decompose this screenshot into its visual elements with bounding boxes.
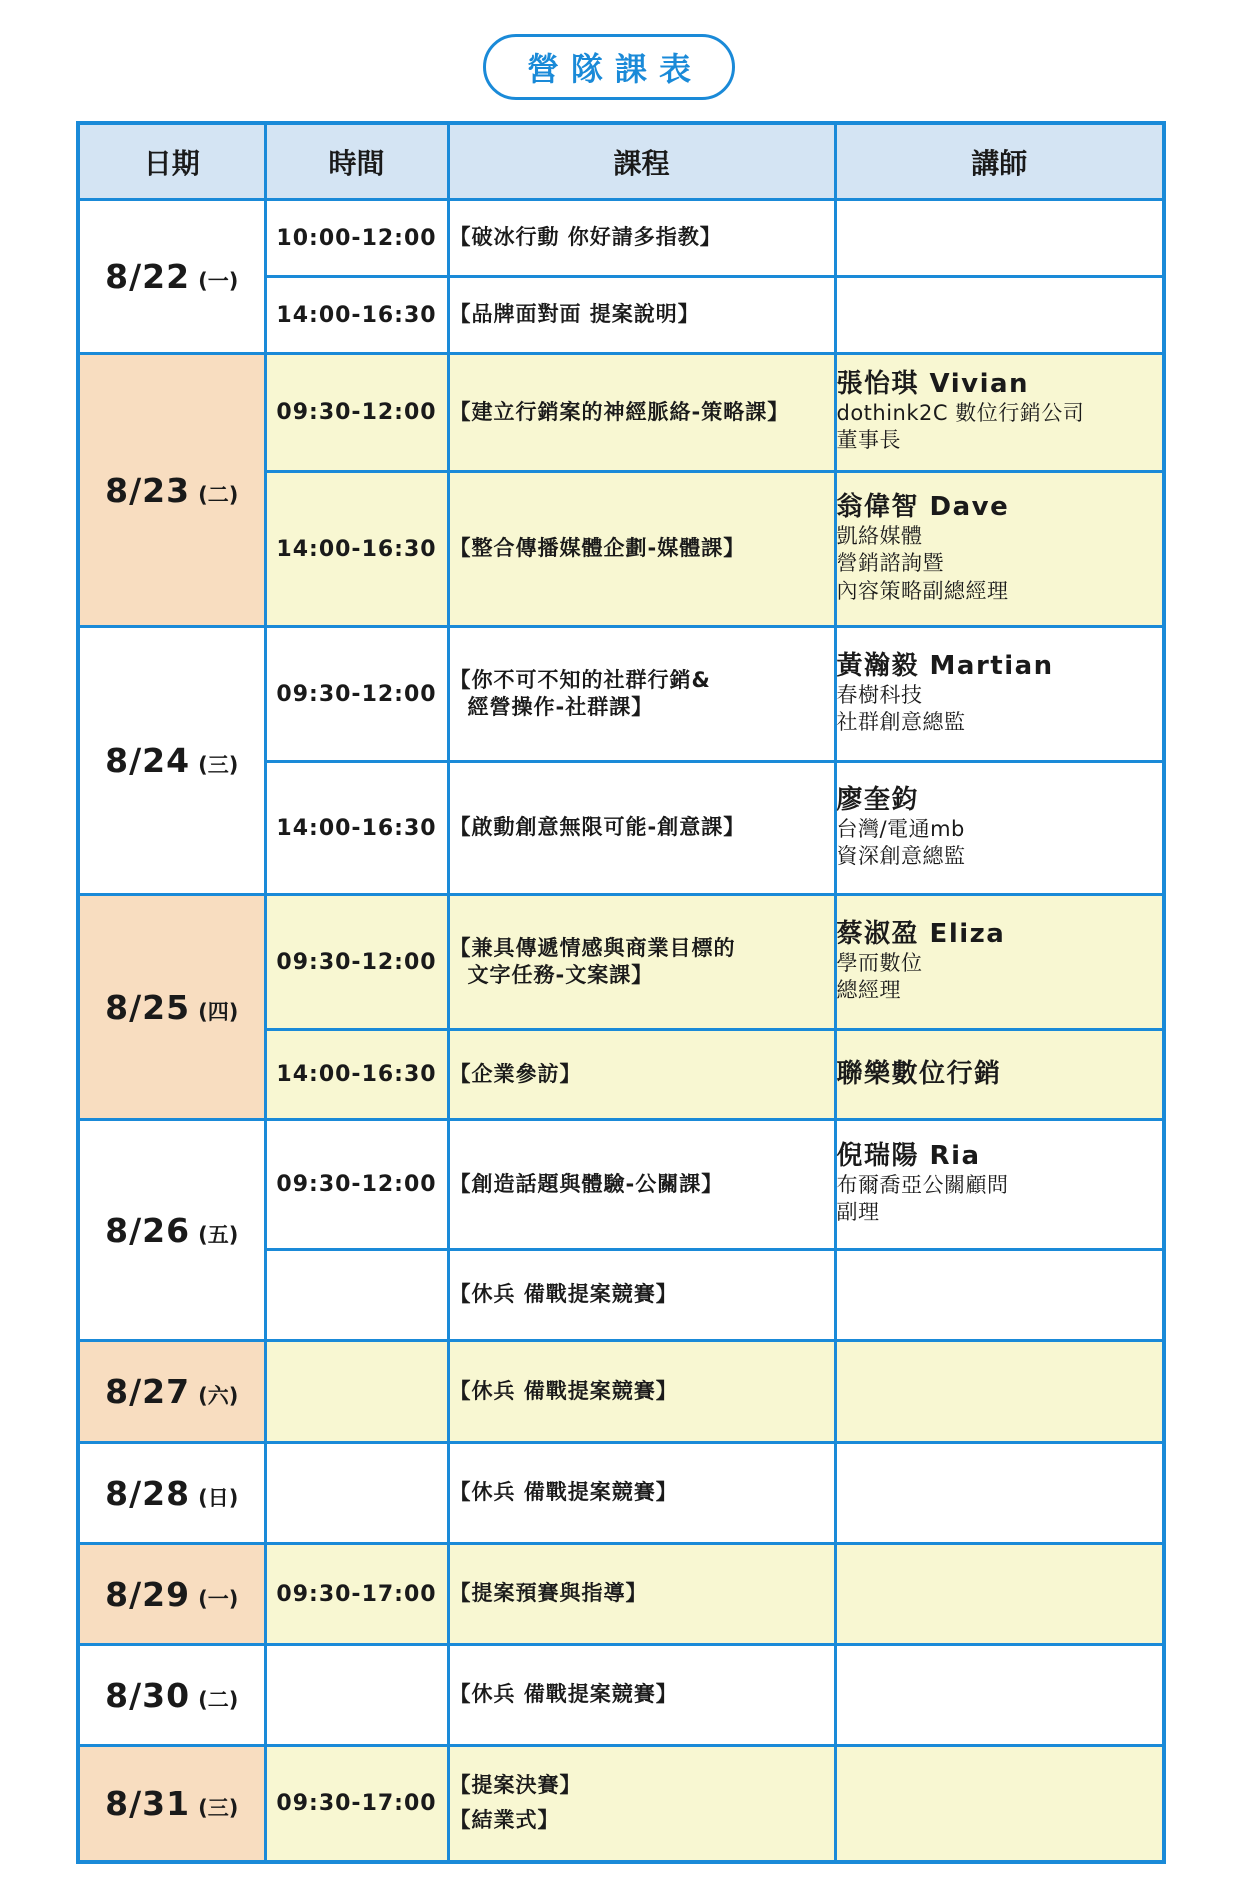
table-row bbox=[78, 627, 1164, 762]
time-cell bbox=[265, 472, 448, 627]
weekday-text: (三) bbox=[198, 1795, 239, 1820]
date-cell bbox=[78, 1120, 265, 1341]
time-text: 09:30-17:00 bbox=[276, 1790, 437, 1816]
weekday-text: (三) bbox=[198, 753, 239, 777]
course-cell bbox=[448, 1746, 835, 1862]
teacher-title-line: dothink2C 數位行銷公司 bbox=[836, 401, 1085, 426]
time-text: 14:00-16:30 bbox=[276, 1062, 437, 1087]
time-cell bbox=[265, 200, 448, 277]
table-row bbox=[78, 1746, 1164, 1862]
course-line: 【提案預賽與指導】 bbox=[449, 1581, 648, 1606]
time-text: 14:00-16:30 bbox=[276, 536, 437, 562]
teacher-title-line: 社群創意總監 bbox=[836, 709, 966, 734]
header-teacher: 講師 bbox=[835, 123, 1164, 200]
course-line: 【創造話題與體驗-公關課】 bbox=[449, 1171, 724, 1196]
course-cell bbox=[448, 1120, 835, 1250]
teacher-cell bbox=[835, 277, 1164, 354]
header-row bbox=[78, 123, 1164, 200]
course-cell bbox=[448, 1443, 835, 1544]
time-cell bbox=[265, 1746, 448, 1862]
date-cell bbox=[78, 627, 265, 895]
weekday-text: (一) bbox=[198, 269, 239, 293]
weekday-text: (一) bbox=[198, 1586, 239, 1611]
teacher-cell bbox=[835, 1030, 1164, 1120]
course-cell bbox=[448, 1645, 835, 1746]
time-text: 09:30-12:00 bbox=[276, 1172, 437, 1197]
date-cell bbox=[78, 354, 265, 627]
date-text: 8/26 bbox=[105, 1210, 191, 1250]
date-text: 8/31 bbox=[105, 1783, 191, 1823]
teacher-cell bbox=[835, 1544, 1164, 1645]
course-cell bbox=[448, 762, 835, 895]
time-text: 14:00-16:30 bbox=[276, 302, 437, 328]
course-line: 【品牌面對面 提案說明】 bbox=[449, 302, 700, 327]
teacher-cell bbox=[835, 200, 1164, 277]
teacher-cell bbox=[835, 762, 1164, 895]
date-text: 8/24 bbox=[105, 741, 191, 780]
course-cell bbox=[448, 895, 835, 1030]
teacher-cell bbox=[835, 354, 1164, 472]
time-cell bbox=[265, 762, 448, 895]
date-text: 8/25 bbox=[105, 987, 191, 1027]
time-cell bbox=[265, 1250, 448, 1341]
time-cell bbox=[265, 627, 448, 762]
table-row bbox=[78, 1544, 1164, 1645]
teacher-title-line: 春樹科技 bbox=[836, 682, 923, 707]
course-line: 【結業式】 bbox=[449, 1808, 560, 1833]
teacher-cell bbox=[835, 1341, 1164, 1443]
teacher-title-line: 學而數位 bbox=[836, 950, 923, 975]
course-cell bbox=[448, 354, 835, 472]
teacher-title-line: 資深創意總監 bbox=[836, 843, 966, 868]
teacher-name: 張怡琪 Vivian bbox=[836, 369, 1030, 400]
course-line: 【休兵 備戰提案競賽】 bbox=[449, 1282, 678, 1307]
course-line: 【破冰行動 你好請多指教】 bbox=[449, 225, 722, 250]
table-row bbox=[78, 1443, 1164, 1544]
weekday-text: (四) bbox=[198, 999, 239, 1024]
teacher-name: 蔡淑盈 Eliza bbox=[836, 918, 1006, 949]
header-date: 日期 bbox=[78, 123, 265, 200]
teacher-name: 黃瀚毅 Martian bbox=[836, 650, 1054, 681]
course-cell bbox=[448, 1544, 835, 1645]
time-text: 10:00-12:00 bbox=[276, 225, 437, 251]
date-cell bbox=[78, 1443, 265, 1544]
time-cell bbox=[265, 1341, 448, 1443]
date-text: 8/28 bbox=[105, 1473, 191, 1513]
time-text: 09:30-12:00 bbox=[276, 400, 437, 425]
date-text: 8/30 bbox=[105, 1675, 191, 1715]
course-cell bbox=[448, 472, 835, 627]
weekday-text: (五) bbox=[198, 1222, 239, 1247]
course-line: 【提案決賽】 bbox=[449, 1772, 582, 1797]
course-line: 經營操作-社群課】 bbox=[467, 695, 654, 719]
weekday-text: (二) bbox=[198, 482, 239, 507]
teacher-cell bbox=[835, 627, 1164, 762]
teacher-title-line: 總經理 bbox=[836, 977, 901, 1002]
course-line: 【企業參訪】 bbox=[449, 1061, 582, 1086]
date-text: 8/22 bbox=[105, 257, 191, 296]
time-text: 09:30-17:00 bbox=[276, 1581, 437, 1607]
time-cell bbox=[265, 277, 448, 354]
teacher-name: 聯樂數位行銷 bbox=[836, 1058, 1002, 1089]
time-cell bbox=[265, 1030, 448, 1120]
time-cell bbox=[265, 1645, 448, 1746]
time-text: 14:00-16:30 bbox=[276, 815, 437, 841]
teacher-cell bbox=[835, 895, 1164, 1030]
header-time: 時間 bbox=[265, 123, 448, 200]
date-cell bbox=[78, 1746, 265, 1862]
teacher-cell bbox=[835, 1746, 1164, 1862]
time-cell bbox=[265, 1120, 448, 1250]
table-row bbox=[78, 1120, 1164, 1250]
time-cell bbox=[265, 354, 448, 472]
time-cell bbox=[265, 895, 448, 1030]
course-line: 【休兵 備戰提案競賽】 bbox=[449, 1682, 678, 1707]
schedule-table bbox=[76, 121, 1166, 1864]
teacher-cell bbox=[835, 1120, 1164, 1250]
course-line: 文字任務-文案課】 bbox=[467, 963, 654, 987]
time-text: 09:30-12:00 bbox=[276, 949, 437, 975]
date-cell bbox=[78, 1341, 265, 1443]
header-course: 課程 bbox=[448, 123, 835, 200]
date-cell bbox=[78, 895, 265, 1120]
course-line: 【你不可不知的社群行銷& bbox=[449, 667, 711, 692]
time-cell bbox=[265, 1443, 448, 1544]
teacher-name: 倪瑞陽 Ria bbox=[836, 1141, 981, 1172]
teacher-name: 翁偉智 Dave bbox=[836, 492, 1010, 523]
course-line: 【休兵 備戰提案競賽】 bbox=[449, 1480, 678, 1505]
teacher-cell bbox=[835, 1645, 1164, 1746]
table-row bbox=[78, 354, 1164, 472]
date-text: 8/29 bbox=[105, 1574, 191, 1614]
time-text: 09:30-12:00 bbox=[276, 681, 437, 707]
teacher-cell bbox=[835, 1443, 1164, 1544]
table-row bbox=[78, 895, 1164, 1030]
time-cell bbox=[265, 1544, 448, 1645]
teacher-cell bbox=[835, 1250, 1164, 1341]
teacher-cell bbox=[835, 472, 1164, 627]
course-line: 【啟動創意無限可能-創意課】 bbox=[449, 815, 746, 840]
course-cell bbox=[448, 1030, 835, 1120]
schedule-title: 營隊課表 bbox=[526, 50, 703, 88]
teacher-title-line: 董事長 bbox=[836, 428, 901, 453]
teacher-name: 廖奎鈞 bbox=[836, 784, 920, 815]
table-row bbox=[78, 1645, 1164, 1746]
teacher-title-line: 內容策略副總經理 bbox=[836, 578, 1009, 603]
date-text: 8/23 bbox=[105, 470, 191, 510]
weekday-text: (二) bbox=[198, 1687, 239, 1712]
course-cell bbox=[448, 277, 835, 354]
course-cell bbox=[448, 200, 835, 277]
weekday-text: (六) bbox=[198, 1384, 239, 1408]
date-cell bbox=[78, 200, 265, 354]
table-row bbox=[78, 200, 1164, 277]
course-cell bbox=[448, 627, 835, 762]
date-cell bbox=[78, 1544, 265, 1645]
date-cell bbox=[78, 1645, 265, 1746]
schedule-title-badge bbox=[483, 34, 735, 100]
table-row bbox=[78, 1341, 1164, 1443]
course-cell bbox=[448, 1250, 835, 1341]
weekday-text: (日) bbox=[198, 1485, 239, 1510]
teacher-title-line: 副理 bbox=[836, 1200, 880, 1225]
teacher-title-line: 台灣/電通mb bbox=[836, 816, 965, 841]
course-line: 【建立行銷案的神經脈絡-策略課】 bbox=[449, 399, 790, 424]
course-line: 【休兵 備戰提案競賽】 bbox=[449, 1378, 678, 1403]
course-cell bbox=[448, 1341, 835, 1443]
date-text: 8/27 bbox=[105, 1372, 191, 1411]
teacher-title-line: 凱絡媒體 bbox=[836, 524, 923, 548]
teacher-title-line: 營銷諮詢暨 bbox=[836, 551, 944, 576]
teacher-title-line: 布爾喬亞公關顧問 bbox=[836, 1173, 1009, 1198]
course-line: 【兼具傳遞情感與商業目標的 bbox=[449, 935, 736, 960]
course-line: 【整合傳播媒體企劃-媒體課】 bbox=[449, 536, 746, 561]
